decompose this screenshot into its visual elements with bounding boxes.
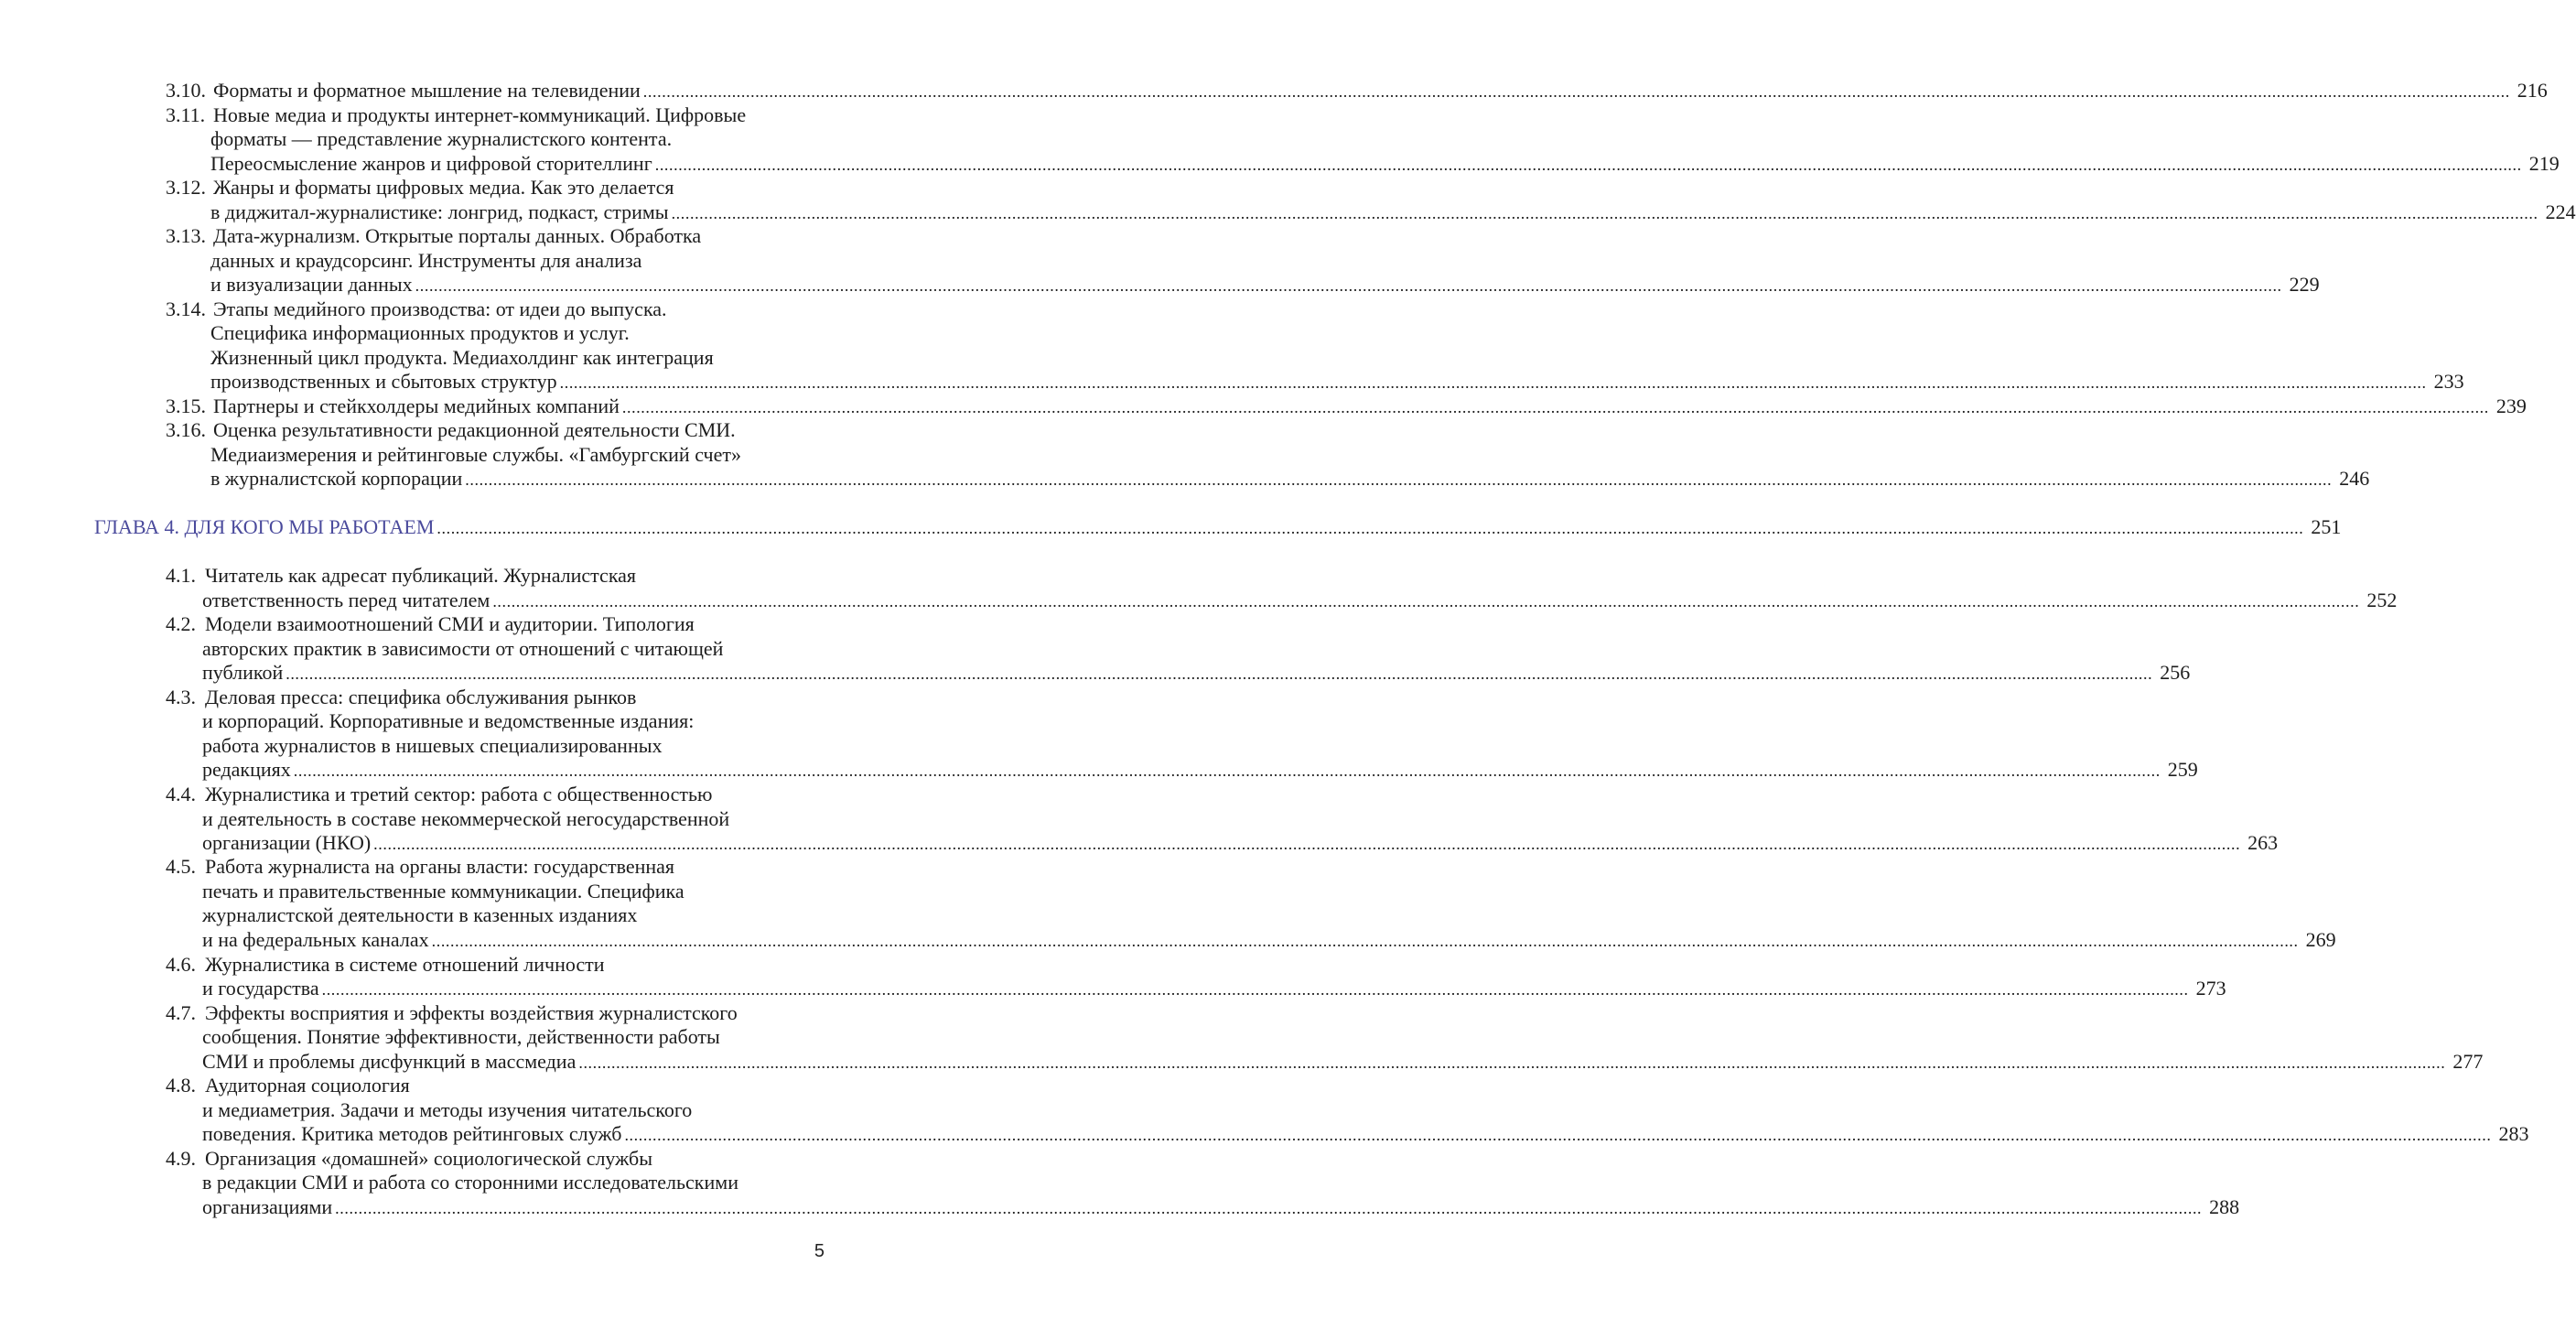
toc-entry-number: 4.9. <box>166 1146 196 1170</box>
dot-leader: ................................................................................................................................................................................................................................................................................................................................................................................................................ <box>624 1126 2492 1144</box>
toc-entry-title-line: Жанры и форматы цифровых медиа. Как это делается <box>213 176 674 199</box>
toc-entry-number: 4.4. <box>166 783 196 805</box>
toc-entry-title-line: Организация «домашней» социологической службы <box>205 1146 653 1170</box>
toc-entry-title-line: Форматы и форматное мышление на телевидении <box>213 79 641 102</box>
dot-leader: ................................................................................................................................................................................................................................................................................................................................................................................................................ <box>642 82 2510 101</box>
toc-entry-title-line: редакциях <box>202 758 291 781</box>
toc-page-number: 277 <box>2452 1049 2484 1073</box>
toc-page-number: 269 <box>2305 927 2336 951</box>
toc-entry-number: 3.10. <box>166 79 206 102</box>
toc-page-number: 246 <box>2339 467 2370 490</box>
toc-entry-title-line: Модели взаимоотношений СМИ и аудитории. Типология <box>205 612 695 635</box>
toc-page-number: 263 <box>2247 831 2279 854</box>
toc-entry-title-line: и медиаметрия. Задачи и методы изучения читательского <box>202 1097 693 1121</box>
toc-entry-number: 3.16. <box>166 418 206 441</box>
toc-entry-number: 3.11. <box>166 103 206 126</box>
toc-entry-title-line: в диджитал-журналистике: лонгрид, подкаст, стримы <box>210 200 669 223</box>
toc-entry-number: 3.13. <box>166 224 206 247</box>
toc-entry-title-line: Эффекты восприятия и эффекты воздействия журналистского <box>205 1000 738 1024</box>
toc-entry-title-line: и государства <box>202 977 319 1000</box>
toc-entry-title-line: производственных и сбытовых структур <box>210 370 557 393</box>
toc-entry-number: 3.14. <box>166 297 206 320</box>
toc-entry-title-line: Работа журналиста на органы власти: государственная <box>205 855 675 878</box>
toc-page-number: 229 <box>2289 273 2320 296</box>
toc-page-number: 233 <box>2433 370 2464 393</box>
toc-entry-title-line: Специфика информационных продуктов и услуг. <box>210 321 630 344</box>
toc-page-number: 288 <box>2209 1194 2240 1218</box>
toc-entry-title-line: Аудиторная социология <box>205 1074 410 1097</box>
dot-leader: ................................................................................................................................................................................................................................................................................................................................................................................................................ <box>559 373 2427 392</box>
toc-entry-title-line: Переосмысление жанров и цифровой сторителлинг <box>210 151 652 175</box>
toc-entry-title-line: ГЛАВА 4. ДЛЯ КОГО МЫ РАБОТАЕМ <box>94 515 435 538</box>
toc-entry-title-line: Журналистика в системе отношений личности <box>205 952 605 976</box>
toc-entry-title-line: журналистской деятельности в казенных изданиях <box>202 903 638 926</box>
toc-entry-title-line: Новые медиа и продукты интернет-коммуникаций. Цифровые <box>213 103 747 126</box>
toc-entry-title-line: Этапы медийного производства: от идеи до выпуска. <box>213 297 667 320</box>
toc-entry-title-line: и визуализации данных <box>210 273 413 296</box>
page-number: 5 <box>814 1241 825 1261</box>
dot-leader: ................................................................................................................................................................................................................................................................................................................................................................................................................ <box>621 397 2489 416</box>
toc-page-number: 252 <box>2366 588 2398 611</box>
toc-entry-title-line: Оценка результативности редакционной деятельности СМИ. <box>213 418 736 441</box>
toc-entry-number: 3.15. <box>166 394 206 417</box>
toc-entry-title-line: Журналистика и третий сектор: работа с общественностью <box>205 783 713 805</box>
toc-entry-title-line: Жизненный цикл продукта. Медиахолдинг как интеграция <box>210 345 714 369</box>
dot-leader: ................................................................................................................................................................................................................................................................................................................................................................................................................ <box>286 665 2153 683</box>
toc-page-number: 239 <box>2495 394 2527 417</box>
toc-page-number: 224 <box>2545 200 2576 223</box>
dot-leader: ................................................................................................................................................................................................................................................................................................................................................................................................................ <box>293 762 2161 780</box>
dot-leader: ................................................................................................................................................................................................................................................................................................................................................................................................................ <box>492 591 2360 611</box>
dot-leader: ................................................................................................................................................................................................................................................................................................................................................................................................................ <box>415 276 2282 295</box>
toc-entry-title-line: сообщения. Понятие эффективности, действенности работы <box>202 1025 720 1048</box>
toc-entry-title-line: Читатель как адресат публикаций. Журналистская <box>205 564 637 587</box>
dot-leader: ................................................................................................................................................................................................................................................................................................................................................................................................................ <box>373 835 2241 853</box>
toc-entry-title-line: поведения. Критика методов рейтинговых служб <box>202 1122 622 1145</box>
toc-entry-number: 4.7. <box>166 1000 196 1024</box>
toc-entry-title-line: Деловая пресса: специфика обслуживания рынков <box>205 685 637 708</box>
dot-leader: ................................................................................................................................................................................................................................................................................................................................................................................................................ <box>578 1053 2446 1072</box>
toc-entry-title-line: и корпораций. Корпоративные и ведомственные издания: <box>202 709 695 732</box>
dot-leader: ................................................................................................................................................................................................................................................................................................................................................................................................................ <box>437 519 2304 537</box>
toc-entry-title-line: в журналистской корпорации <box>210 467 463 490</box>
toc-page-number: 273 <box>2195 977 2226 1000</box>
toc-page-number: 256 <box>2160 661 2191 684</box>
dot-leader: ................................................................................................................................................................................................................................................................................................................................................................................................................ <box>335 1198 2203 1217</box>
toc-entry-title-line: СМИ и проблемы дисфункций в массмедиа <box>202 1049 577 1073</box>
toc-entry-title-line: публикой <box>202 661 284 684</box>
toc-entry-number: 4.1. <box>166 564 196 587</box>
toc-page-number: 259 <box>2167 758 2198 781</box>
toc-entry-number: 4.5. <box>166 855 196 878</box>
dot-leader: ................................................................................................................................................................................................................................................................................................................................................................................................................ <box>431 931 2299 950</box>
toc-page-number: 219 <box>2528 151 2560 175</box>
dot-leader: ................................................................................................................................................................................................................................................................................................................................................................................................................ <box>465 470 2333 489</box>
toc-entry-number: 4.8. <box>166 1074 196 1097</box>
toc-entry-title-line: авторских практик в зависимости от отношений с читающей <box>202 636 724 660</box>
toc-entry-title-line: Медиаизмерения и рейтинговые службы. «Гамбургский счет» <box>210 442 741 466</box>
toc-entry-title-line: печать и правительственные коммуникации. Специфика <box>202 879 684 902</box>
dot-leader: ................................................................................................................................................................................................................................................................................................................................................................................................................ <box>671 203 2538 222</box>
toc-entry-number: 3.12. <box>166 176 206 199</box>
toc-entry-title-line: работа журналистов в нишевых специализированных <box>202 733 663 757</box>
toc-entry-title-line: организациями <box>202 1194 333 1218</box>
dot-leader: ................................................................................................................................................................................................................................................................................................................................................................................................................ <box>654 155 2522 174</box>
toc-entry-title-line: организации (НКО) <box>202 831 372 854</box>
toc-entry-number: 4.2. <box>166 612 196 635</box>
toc-page-number: 251 <box>2311 515 2342 538</box>
toc-entry-title-line: форматы — представление журналистского контента. <box>210 127 673 150</box>
toc-entry-title-line: данных и краудсорсинг. Инструменты для анализа <box>210 248 642 272</box>
toc-entry-title-line: и на федеральных каналах <box>202 927 429 951</box>
toc-entry-title-line: Партнеры и стейкхолдеры медийных компаний <box>213 394 620 417</box>
toc-page-number: 216 <box>2517 79 2548 102</box>
toc-entry-title-line: и деятельность в составе некоммерческой негосударственной <box>202 806 730 830</box>
toc-entry-title-line: в редакции СМИ и работа со сторонними исследовательскими <box>202 1171 738 1194</box>
toc-entry-title-line: Дата-журнализм. Открытые порталы данных. Обработка <box>213 224 702 247</box>
toc-page-number: 283 <box>2498 1122 2529 1145</box>
toc-entry-number: 4.3. <box>166 685 196 708</box>
toc-entry-title-line: ответственность перед читателем <box>202 588 490 611</box>
toc-entry-number: 4.6. <box>166 952 196 976</box>
dot-leader: ................................................................................................................................................................................................................................................................................................................................................................................................................ <box>321 980 2189 999</box>
